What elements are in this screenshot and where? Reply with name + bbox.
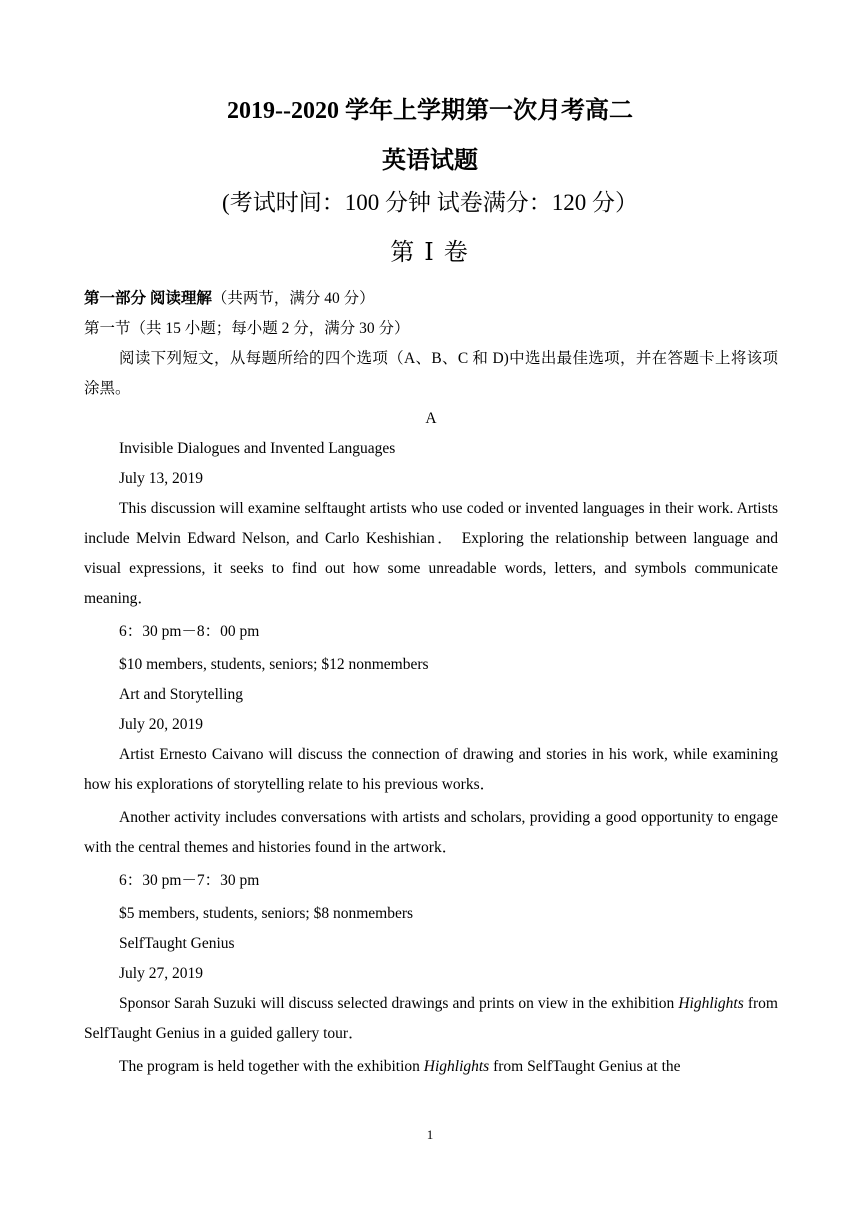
event1-title: Invisible Dialogues and Invented Languages <box>119 440 396 457</box>
event3-desc-part1: Sponsor Sarah Suzuki will discuss selected drawings and prints on view in the exhibition <box>119 995 679 1012</box>
event1-price: $10 members, students, seniors; $12 nonmembers <box>119 656 429 673</box>
volume-label: 第 Ⅰ 卷 <box>390 240 470 266</box>
event2-title: Art and Storytelling <box>119 686 243 703</box>
event3-title: SelfTaught Genius <box>119 935 235 952</box>
event3-desc-part2: from SelfTaught Genius in a guided gallery tour． <box>84 995 778 1042</box>
instructions: 阅读下列短文，从每题所给的四个选项（A、B、C 和 D)中选出最佳选项，并在答题卡上将该项涂黑。 <box>84 350 778 397</box>
event3-desc-italic: Highlights <box>678 995 744 1012</box>
page-number: 1 <box>426 1127 434 1142</box>
subject-title: 英语试题 <box>382 148 478 174</box>
part1-heading-bold: 第一部分 阅读理解 <box>84 290 212 307</box>
event1-description: This discussion will examine selftaught artists who use coded or invented languages in their work. Artists include Melvin Edward Nelson, and Carlo Keshishian． Exploring the relationship between language and visual expressions, it seeks to find out how some unreadable words, letters, and symbols communicate meaning． <box>84 500 778 607</box>
exam-info: (考试时间：100 分钟 试卷满分：120 分） <box>222 190 638 215</box>
event3-prog-part1: The program is held together with the exhibition <box>119 1058 424 1075</box>
section1-heading: 第一节（共 15 小题；每小题 2 分，满分 30 分） <box>84 320 410 337</box>
event2-description: Artist Ernesto Caivano will discuss the connection of drawing and stories in his work, while examining how his explorations of storytelling relate to his previous works． <box>84 746 778 793</box>
event2-price: $5 members, students, seniors; $8 nonmembers <box>119 905 414 922</box>
event3-program <box>84 1052 778 1082</box>
event1-date: July 13, 2019 <box>119 470 203 487</box>
event2-time: 6：30 pm－7：30 pm <box>119 872 260 889</box>
part1-heading <box>84 284 778 314</box>
event2-date: July 20, 2019 <box>119 716 203 733</box>
exam-title: 2019--2020 学年上学期第一次月考高二 <box>227 98 633 124</box>
event1-time: 6：30 pm－8：00 pm <box>119 623 260 640</box>
page-content <box>84 284 778 1082</box>
part1-heading-rest: （共两节，满分 40 分） <box>211 290 375 307</box>
event3-prog-part2: from SelfTaught Genius at the <box>489 1058 681 1075</box>
event2-description-2: Another activity includes conversations with artists and scholars, providing a good opportunity to engage with the central themes and histories found in the artwork． <box>84 809 778 856</box>
event3-prog-italic: Highlights <box>423 1058 490 1075</box>
passage-label: A <box>425 410 437 427</box>
event3-date: July 27, 2019 <box>119 965 203 982</box>
event3-description <box>84 989 778 1049</box>
